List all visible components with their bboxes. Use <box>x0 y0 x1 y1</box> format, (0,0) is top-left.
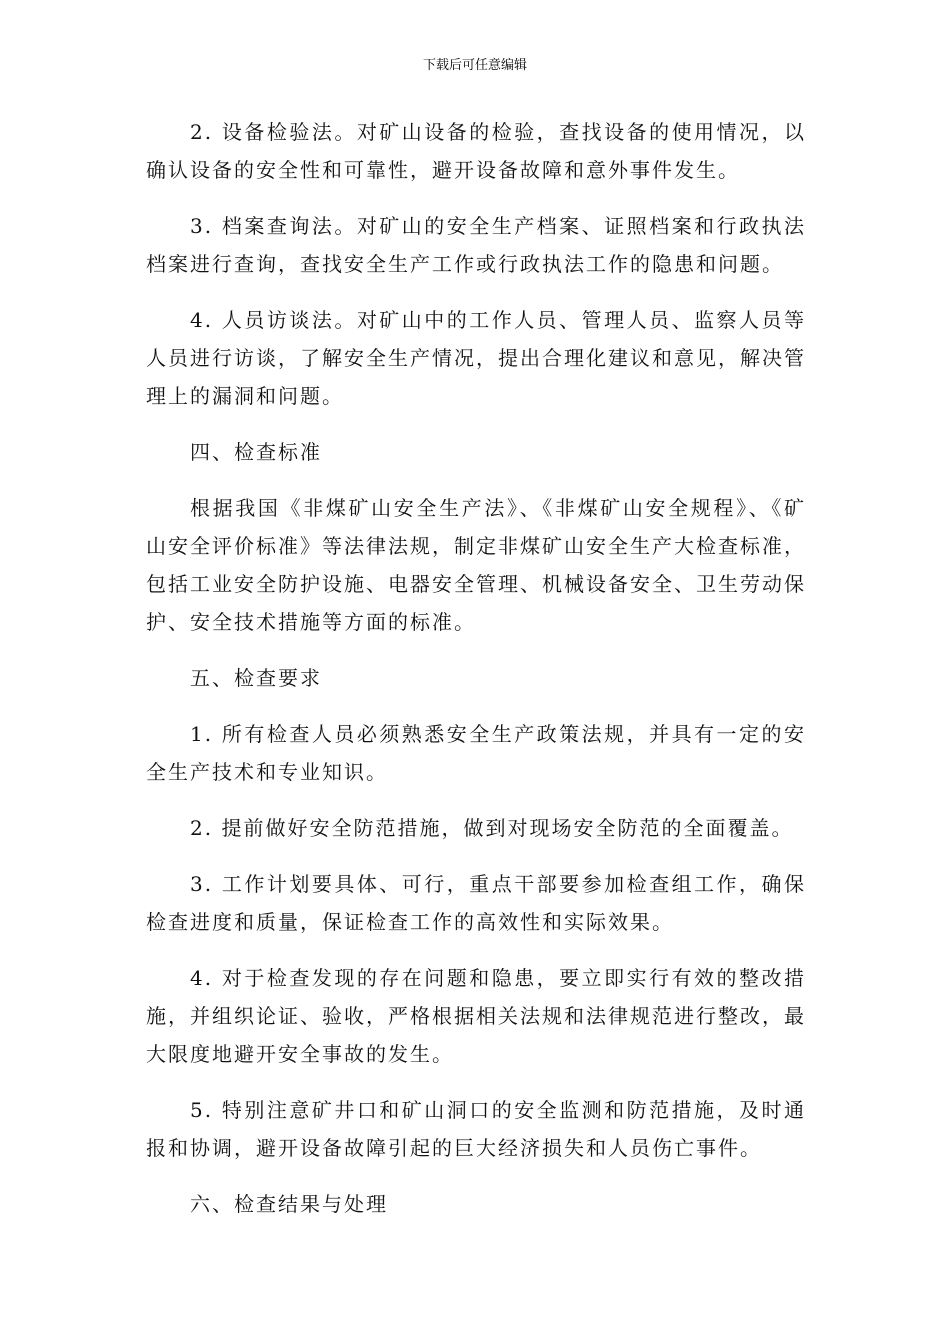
paragraph-standards: 根据我国《非煤矿山安全生产法》、《非煤矿山安全规程》、《矿山安全评价标准》等法律法规，制定非煤矿山安全生产大检查标准，包括工业安全防护设施、电器安全管理、机械设备安全、卫生劳动保护、安全技术措施等方面的标准。 <box>146 496 806 634</box>
paragraph-requirement-2: 2. 提前做好安全防范措施，做到对现场安全防范的全面覆盖。 <box>190 816 794 840</box>
document-body <box>146 113 806 1241</box>
paragraph-staff-interview: 4. 人员访谈法。对矿山中的工作人员、管理人员、监察人员等人员进行访谈，了解安全生产情况，提出合理化建议和意见，解决管理上的漏洞和问题。 <box>146 308 806 408</box>
section-heading-standards: 四、检查标准 <box>190 440 322 464</box>
paragraph-equipment-inspection: 2. 设备检验法。对矿山设备的检验，查找设备的使用情况，以确认设备的安全性和可靠性，避开设备故障和意外事件发生。 <box>146 120 806 182</box>
section-heading-results: 六、检查结果与处理 <box>190 1192 388 1216</box>
paragraph-requirement-4: 4. 对于检查发现的存在问题和隐患，要立即实行有效的整改措施，并组织论证、验收，严格根据相关法规和法律规范进行整改，最大限度地避开安全事故的发生。 <box>146 966 806 1066</box>
paragraph-requirement-1: 1. 所有检查人员必须熟悉安全生产政策法规，并具有一定的安全生产技术和专业知识。 <box>146 722 806 784</box>
paragraph-archive-query: 3. 档案查询法。对矿山的安全生产档案、证照档案和行政执法档案进行查询，查找安全生产工作或行政执法工作的隐患和问题。 <box>146 214 806 276</box>
section-heading-requirements: 五、检查要求 <box>190 666 322 690</box>
paragraph-requirement-5: 5. 特别注意矿井口和矿山洞口的安全监测和防范措施，及时通报和协调，避开设备故障引起的巨大经济损失和人员伤亡事件。 <box>146 1098 806 1160</box>
paragraph-requirement-3: 3. 工作计划要具体、可行，重点干部要参加检查组工作，确保检查进度和质量，保证检查工作的高效性和实际效果。 <box>146 872 806 934</box>
page-header: 下载后可任意编辑 <box>422 58 527 73</box>
